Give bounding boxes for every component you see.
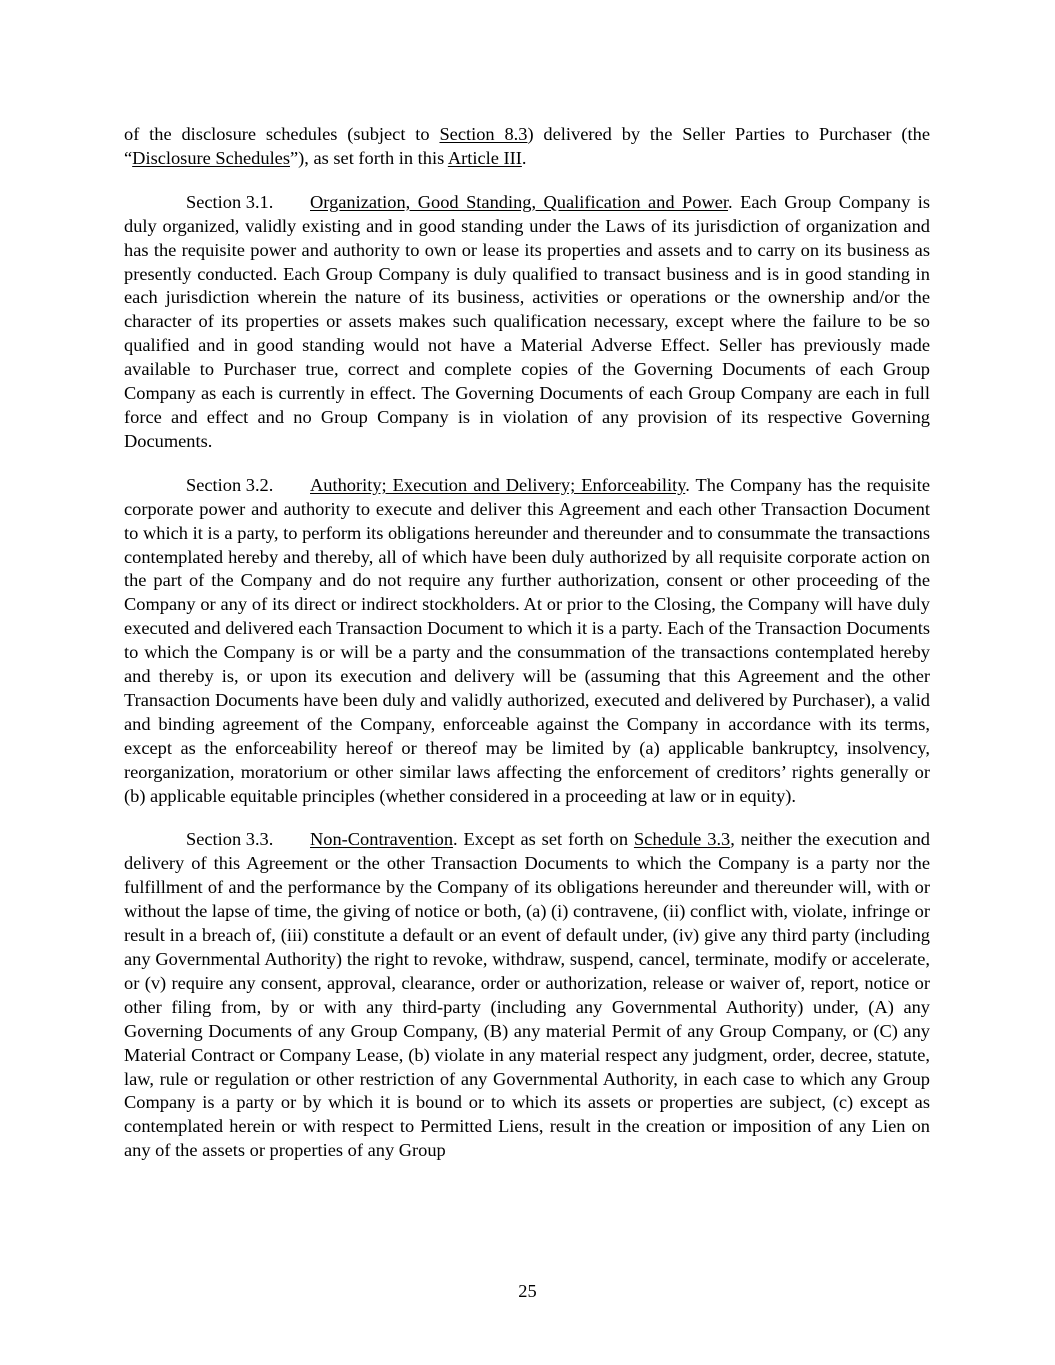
section-3-1-paragraph [124, 191, 930, 454]
disclosure-schedules-term: Disclosure Schedules [132, 147, 290, 168]
section-3-2-heading: Authority; Execution and Delivery; Enforceability [310, 474, 686, 495]
document-page [124, 123, 930, 1183]
article-iii-reference: Article III [447, 147, 522, 168]
section-3-3-paragraph: Section 3.3. Non-Contravention. Except as set forth on Schedule 3.3, neither the execution and delivery of this Agreement or the other Transaction Documents to which the Company is a party nor the fulfillment of and the performance by the Company of its obligations hereunder and thereunder will, with or without the lapse of time, the giving of notice or both, (a) (i) contravene, (ii) conflict with, violate, infringe or result in a breach of, (iii) constitute a default or an event of default under, (iv) give any third party (including any Governmental Authority) the right to revoke, withdraw, suspend, cancel, terminate, modify or accelerate, or (v) require any consent, approval, clearance, order or authorization, release or waiver of, report, notice or other filing from, by or with any third-party (including any Governmental Authority) under, (A) any Governing Documents of any Group Company, (B) any material Permit of any Group Company, or (C) any Material Contract or Company Lease, (b) violate in any material respect any judgment, order, decree, statute, law, rule or regulation or other restriction of any Governmental Authority, in each case to which any Group Company is a party or by which it is bound or to which its assets or properties are subject, (c) except as contemplated herein or with respect to Permitted Liens, result in the creation or imposition of any Lien on any of the assets or properties of any Group [124, 829, 930, 1161]
schedule-3-3-reference: Schedule 3.3 [633, 829, 731, 850]
section-3-3-heading: Non-Contravention [310, 829, 454, 850]
section-3-3-number: Section 3.3. [186, 829, 274, 850]
section-8-3-reference: Section 8.3 [439, 124, 528, 144]
section-3-1-body: . Each Group Company is duly organized, validly existing and in good standing under the Laws of its jurisdiction of organization and has the requisite power and authority to own or lease its properties and assets and to carry on its business as presently conducted. Each Group Company is duly qualified to transact business and is in good standing in each jurisdiction wherein the nature of its business, activities or operations or the ownership and/or the character of its properties or assets makes such qualification necessary, except where the failure to be so qualified and in good standing would not have a Material Adverse Effect. Seller has previously made available to Purchaser true, correct and complete copies of the Governing Documents of each Group Company as each is currently in effect. The Governing Documents of each Group Company are each in full force and effect and no Group Company is in violation of any provision of its respective Governing Documents. [124, 191, 931, 451]
section-3-2-number: Section 3.2. [186, 474, 274, 495]
section-3-2-body: . The Company has the requisite corporate power and authority to execute and deliver this Agreement and each other Transaction Document to which it is a party, to perform its obligations hereunder and thereunder and to consummate the transactions contemplated hereby and thereby, all of which have been duly authorized by all requisite corporate action on the part of the Company and do not require any further authorization, consent or other proceeding of the Company or any of its direct or indirect stockholders. At or prior to the Closing, the Company will have duly executed and delivered each Transaction Document to which it is a party. Each of the Transaction Documents to which the Company is or will be a party and the consummation of the transactions contemplated hereby and thereby is, or upon its execution and delivery will be (assuming that this Agreement and the other Transaction Documents have been duly and validly authorized, executed and delivered by Purchaser), a valid and binding agreement of the Company, enforceable against the Company in accordance with its terms, except as the enforceability hereof or thereof may be limited by (a) applicable bankruptcy, insolvency, reorganization, moratorium or other similar laws affecting the enforcement of creditors’ rights generally or (b) applicable equitable principles (whether considered in a proceeding at law or in equity). [124, 474, 931, 806]
page-number: 25 [518, 1281, 537, 1301]
section-3-3-body: , neither the execution and delivery of this Agreement or the other Transaction Documents to which the Company is a party nor the fulfillment of and the performance by the Company of its obligations hereunder and thereunder will, with or without the lapse of time, the giving of notice or both, (a) (i) contravene, (ii) conflict with, violate, infringe or result in a breach of, (iii) constitute a default or an event of default under, (iv) give any third party (including any Governmental Authority) the right to revoke, withdraw, suspend, cancel, terminate, modify or accelerate, or (v) require any consent, approval, clearance, order or authorization, release or waiver of, report, notice or other filing from, by or with any third-party (including any Governmental Authority) under, (A) any Governing Documents of any Group Company, (B) any material Permit of any Group Company, or (C) any Material Contract or Company Lease, (b) violate in any material respect any judgment, order, decree, statute, law, rule or regulation or other restriction of any Governmental Authority, in each case to which any Group Company is a party or by which it is bound or to which its assets or properties are subject, (c) except as contemplated herein or with respect to Permitted Liens, result in the creation or imposition of any Lien on any of the assets or properties of any Group [124, 829, 930, 1161]
intro-paragraph: of the disclosure schedules (subject to Section 8.3) delivered by the Seller Parties to Purchaser (the “Disclosure Schedules”), as set forth in this Article III. [124, 124, 930, 168]
section-3-2-paragraph [124, 474, 930, 809]
section-3-1-number: Section 3.1. [186, 191, 274, 212]
section-3-1-heading: Organization, Good Standing, Qualification and Power [310, 191, 729, 212]
